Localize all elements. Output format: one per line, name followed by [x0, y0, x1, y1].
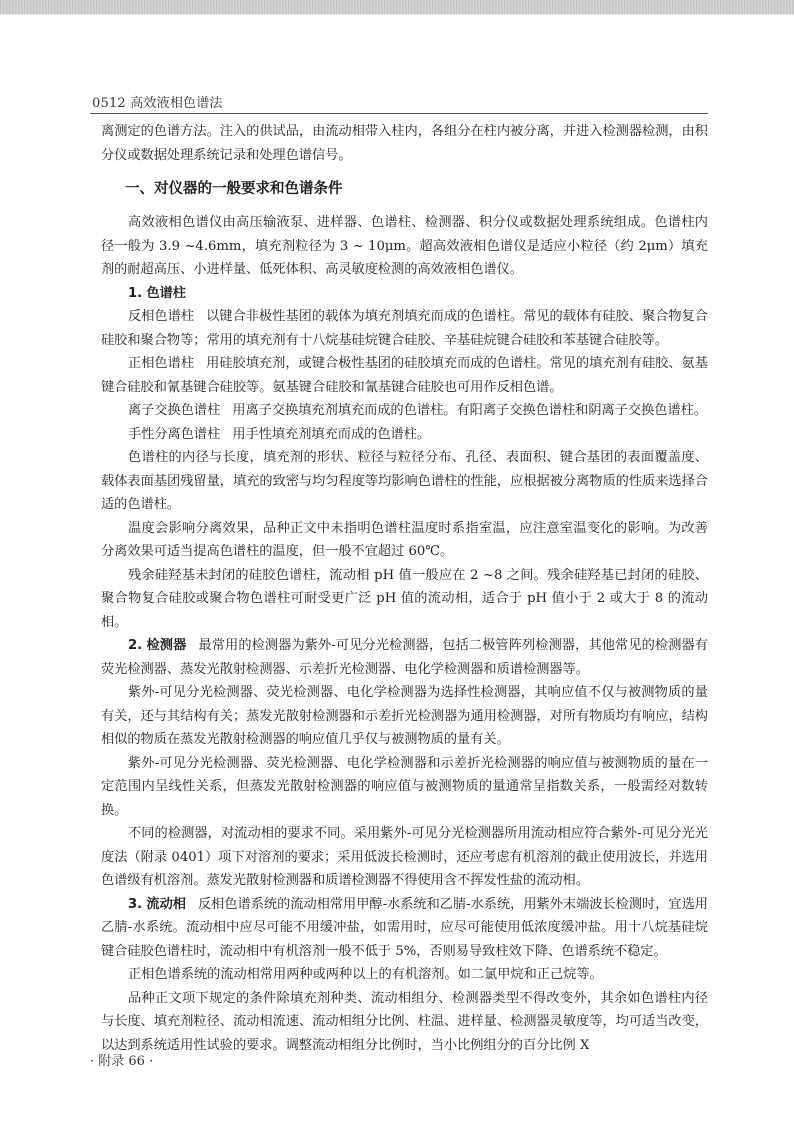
chiral-paragraph [101, 423, 708, 447]
header-rule [90, 113, 708, 114]
term-label: 手性分离色谱柱 [128, 426, 221, 442]
reverse-phase-paragraph [101, 305, 708, 352]
term-label: 离子交换色谱柱 [128, 403, 221, 418]
page-number-footer: · 附录 66 · [90, 1054, 154, 1069]
top-scan-band [0, 0, 794, 15]
subheading-title: 检测器 [146, 638, 187, 653]
overview-paragraph: 高效液相色谱仪由高压输液泵、进样器、色谱柱、检测器、积分仪或数据处理系统组成。色谱柱内径一般为 3.9 ~4.6mm，填充剂粒径为 3 ~ 10μm。超高效液相色谱仪是适应小粒径（约 2μm）填充剂的耐超高压、小进样量、低死体积、高灵敏度检测的高效液相色谱仪。 [101, 215, 708, 277]
subheading-number: 1. [128, 285, 143, 301]
detector-lead-text: 最常用的检测器为紫外-可见分光检测器，包括二极管阵列检测器，其他常见的检测器有荧光检测器、蒸发光散射检测器、示差折光检测器、电化学检测器和质谱检测器等。 [101, 638, 708, 677]
condition-adjust-paragraph: 品种正文项下规定的条件除填充剂种类、流动相组分、检测器类型不得改变外，其余如色谱柱内径与长度、填充剂粒径、流动相流速、流动相组分比例、柱温、进样量、检测器灵敏度等，均可适当改变，以达到系统适用性试验的要求。调整流动相组分比例时，当小比例组分的百分比例 X [101, 990, 708, 1053]
term-description: 用离子交换填充剂填充而成的色谱柱。有阳离子交换色谱柱和阴离子交换色谱柱。 [232, 403, 708, 418]
term-description: 以键合非极性基团的载体为填充剂填充而成的色谱柱。常见的载体有硅胶、聚合物复合硅胶和聚合物等；常用的填充剂有十八烷基硅烷键合硅胶、辛基硅烷键合硅胶和苯基键合硅胶等。 [101, 309, 708, 348]
intro-paragraph: 离测定的色谱方法。注入的供试品，由流动相带入柱内，各组分在柱内被分离，并进入检测器检测，由积分仪或数据处理系统记录和处理色谱信号。 [101, 124, 708, 163]
ion-exchange-paragraph [101, 399, 708, 423]
normal-phase-paragraph [101, 352, 708, 399]
detector-mobile-phase-paragraph: 不同的检测器，对流动相的要求不同。采用紫外-可见分光检测器所用流动相应符合紫外-可见分光光度法（附录 0401）项下对溶剂的要求；采用低波长检测时，还应考虑有机溶剂的截止使用波长，并选用色谱级有机溶剂。蒸发光散射检测器和质谱检测器不得使用含不挥发性盐的流动相。 [101, 826, 708, 888]
detector-selective-paragraph: 紫外-可见分光检测器、荧光检测器、电化学检测器为选择性检测器，其响应值不仅与被测物质的量有关，还与其结构有关；蒸发光散射检测器和示差折光检测器为通用检测器，对所有物质均有响应，结构相似的物质在蒸发光散射检测器的响应值几乎仅与被测物质的量有关。 [101, 685, 708, 747]
term-label: 反相色谱柱 [128, 309, 195, 324]
column-subheading [101, 282, 708, 306]
normal-phase-mobile-paragraph: 正相色谱系统的流动相常用两种或两种以上的有机溶剂。如二氯甲烷和正己烷等。 [128, 967, 603, 982]
mobile-phase-paragraph [101, 893, 708, 964]
subheading-title: 流动相 [146, 896, 186, 912]
term-label: 正相色谱柱 [128, 356, 195, 371]
term-description: 用硅胶填充剂，或键合极性基团的硅胶填充而成的色谱柱。常见的填充剂有硅胶、氨基键合硅胶和氰基键合硅胶等。氨基键合硅胶和氰基键合硅胶也可用作反相色谱。 [101, 356, 708, 395]
term-description: 用手性填充剂填充而成的色谱柱。 [232, 426, 431, 442]
subheading-number: 3. [128, 896, 143, 912]
mobile-phase-lead-text: 反相色谱系统的流动相常用甲醇-水系统和乙腈-水系统，用紫外末端波长检测时，宜选用乙腈-水系统。流动相中应尽可能不用缓冲盐，如需用时，应尽可能使用低浓度缓冲盐。用十八烷基硅烷键合硅胶色谱柱时，流动相中有机溶剂一般不低于 5%，否则易导致柱效下降、色谱系统不稳定。 [101, 896, 708, 959]
column-ph-paragraph: 残余硅羟基未封闭的硅胶色谱柱，流动相 pH 值一般应在 2 ~8 之间。残余硅羟基已封闭的硅胶、聚合物复合硅胶或聚合物色谱柱可耐受更广泛 pH 值的流动相，适合于 pH 值小于 2 或大于 8 的流动相。 [101, 567, 708, 630]
column-size-paragraph: 色谱柱的内径与长度，填充剂的形状、粒径与粒径分布、孔径、表面积、键合基团的表面覆盖度、载体表面基团残留量，填充的致密与均匀程度等均影响色谱柱的性能，应根据被分离物质的性质来选择合适的色谱柱。 [101, 450, 708, 512]
column-temperature-paragraph: 温度会影响分离效果，品种正文中未指明色谱柱温度时系指室温，应注意室温变化的影响。为改善分离效果可适当提高色谱柱的温度，但一般不宜超过 60℃。 [101, 520, 708, 559]
section-heading: 一、对仪器的一般要求和色谱条件 [125, 181, 343, 197]
subheading-title: 色谱柱 [146, 285, 186, 301]
page-body [101, 120, 708, 1057]
subheading-number: 2. [128, 638, 143, 653]
running-header-title: 0512 高效液相色谱法 [92, 96, 223, 111]
detector-paragraph [101, 634, 708, 681]
detector-linear-paragraph: 紫外-可见分光检测器、荧光检测器、电化学检测器和示差折光检测器的响应值与被测物质的量在一定范围内呈线性关系，但蒸发光散射检测器的响应值与被测物质的量通常呈指数关系，一般需经对数转换。 [101, 755, 708, 818]
